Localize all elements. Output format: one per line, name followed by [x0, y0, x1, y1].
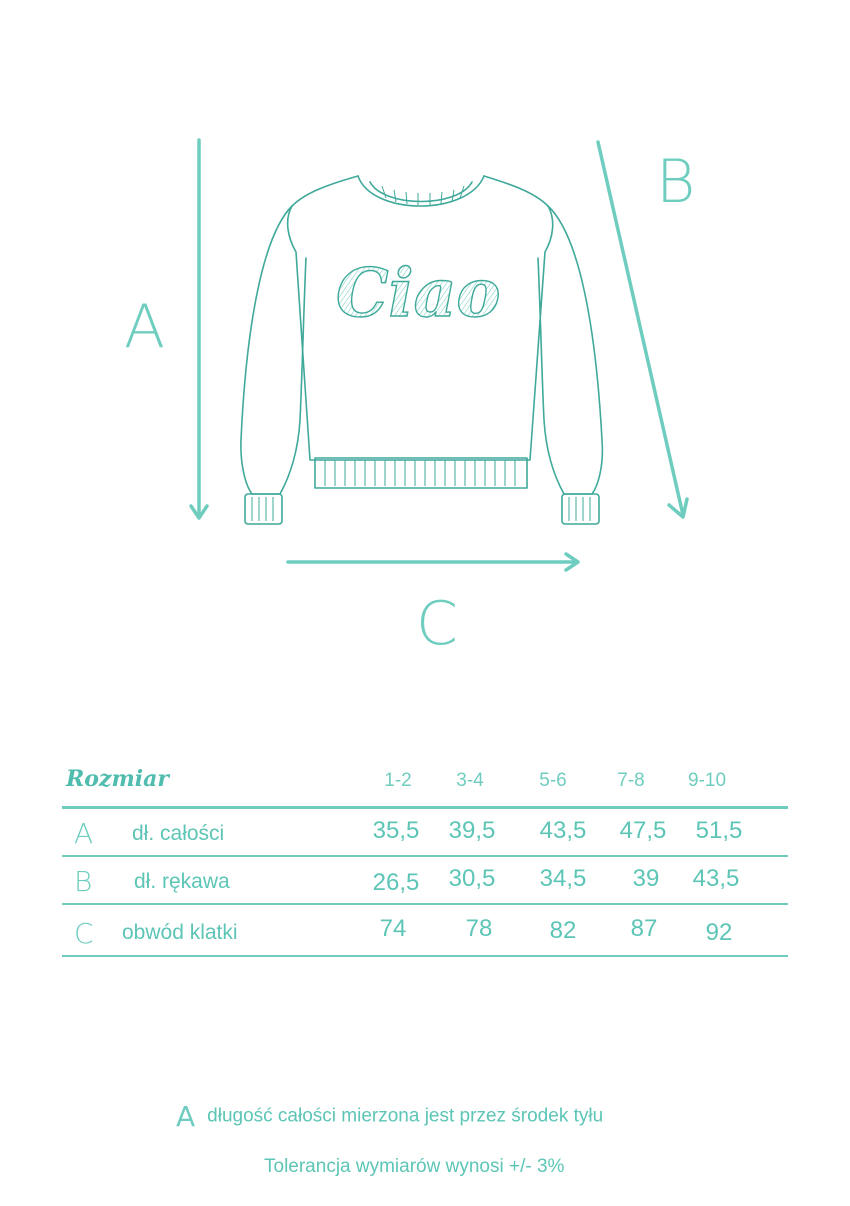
measure-letter-c: C	[416, 589, 458, 659]
table-row	[62, 857, 788, 905]
table-cell: 43,5	[692, 865, 740, 892]
table-cell: 78	[465, 915, 493, 942]
table-header	[62, 760, 788, 809]
row-label: dł. rękawa	[134, 870, 230, 893]
table-title: Rozmiar	[66, 766, 169, 792]
ciao-print: Ciao	[336, 254, 501, 332]
size-col-3: 5-6	[539, 770, 567, 791]
size-col-4: 7-8	[617, 770, 645, 791]
row-label: dł. całości	[132, 822, 225, 845]
size-table	[62, 760, 788, 957]
row-label: obwód klatki	[122, 921, 238, 944]
table-cell: 43,5	[539, 817, 587, 844]
table-cell: 34,5	[539, 865, 587, 892]
table-cell: 74	[379, 915, 407, 942]
note-letter: A	[176, 1100, 196, 1133]
size-col-2: 3-4	[456, 770, 484, 791]
note-tolerance: Tolerancja wymiarów wynosi +/- 3%	[264, 1156, 565, 1177]
table-cell: 35,5	[372, 817, 420, 844]
size-col-1: 1-2	[384, 770, 412, 791]
note-measurement	[176, 1100, 603, 1133]
table-cell: 47,5	[619, 817, 667, 844]
table-cell: 39	[632, 865, 660, 892]
table-cell: 51,5	[695, 817, 743, 844]
table-cell: 82	[549, 917, 577, 944]
table-row	[62, 905, 788, 957]
size-col-5: 9-10	[687, 770, 727, 791]
table-cell: 92	[705, 919, 733, 946]
row-letter: A	[74, 817, 94, 850]
table-cell: 39,5	[448, 817, 496, 844]
measure-letter-b: B	[656, 147, 696, 217]
note-text: długość całości mierzona jest przez środek tyłu	[207, 1105, 604, 1127]
table-row	[62, 809, 788, 857]
row-letter: B	[74, 865, 93, 898]
table-cell: 30,5	[448, 865, 496, 892]
row-letter: C	[74, 917, 94, 950]
table-cell: 87	[630, 915, 658, 942]
arrow-b-head	[669, 499, 687, 517]
table-cell: 26,5	[372, 869, 420, 896]
measure-letter-a: A	[124, 292, 166, 362]
